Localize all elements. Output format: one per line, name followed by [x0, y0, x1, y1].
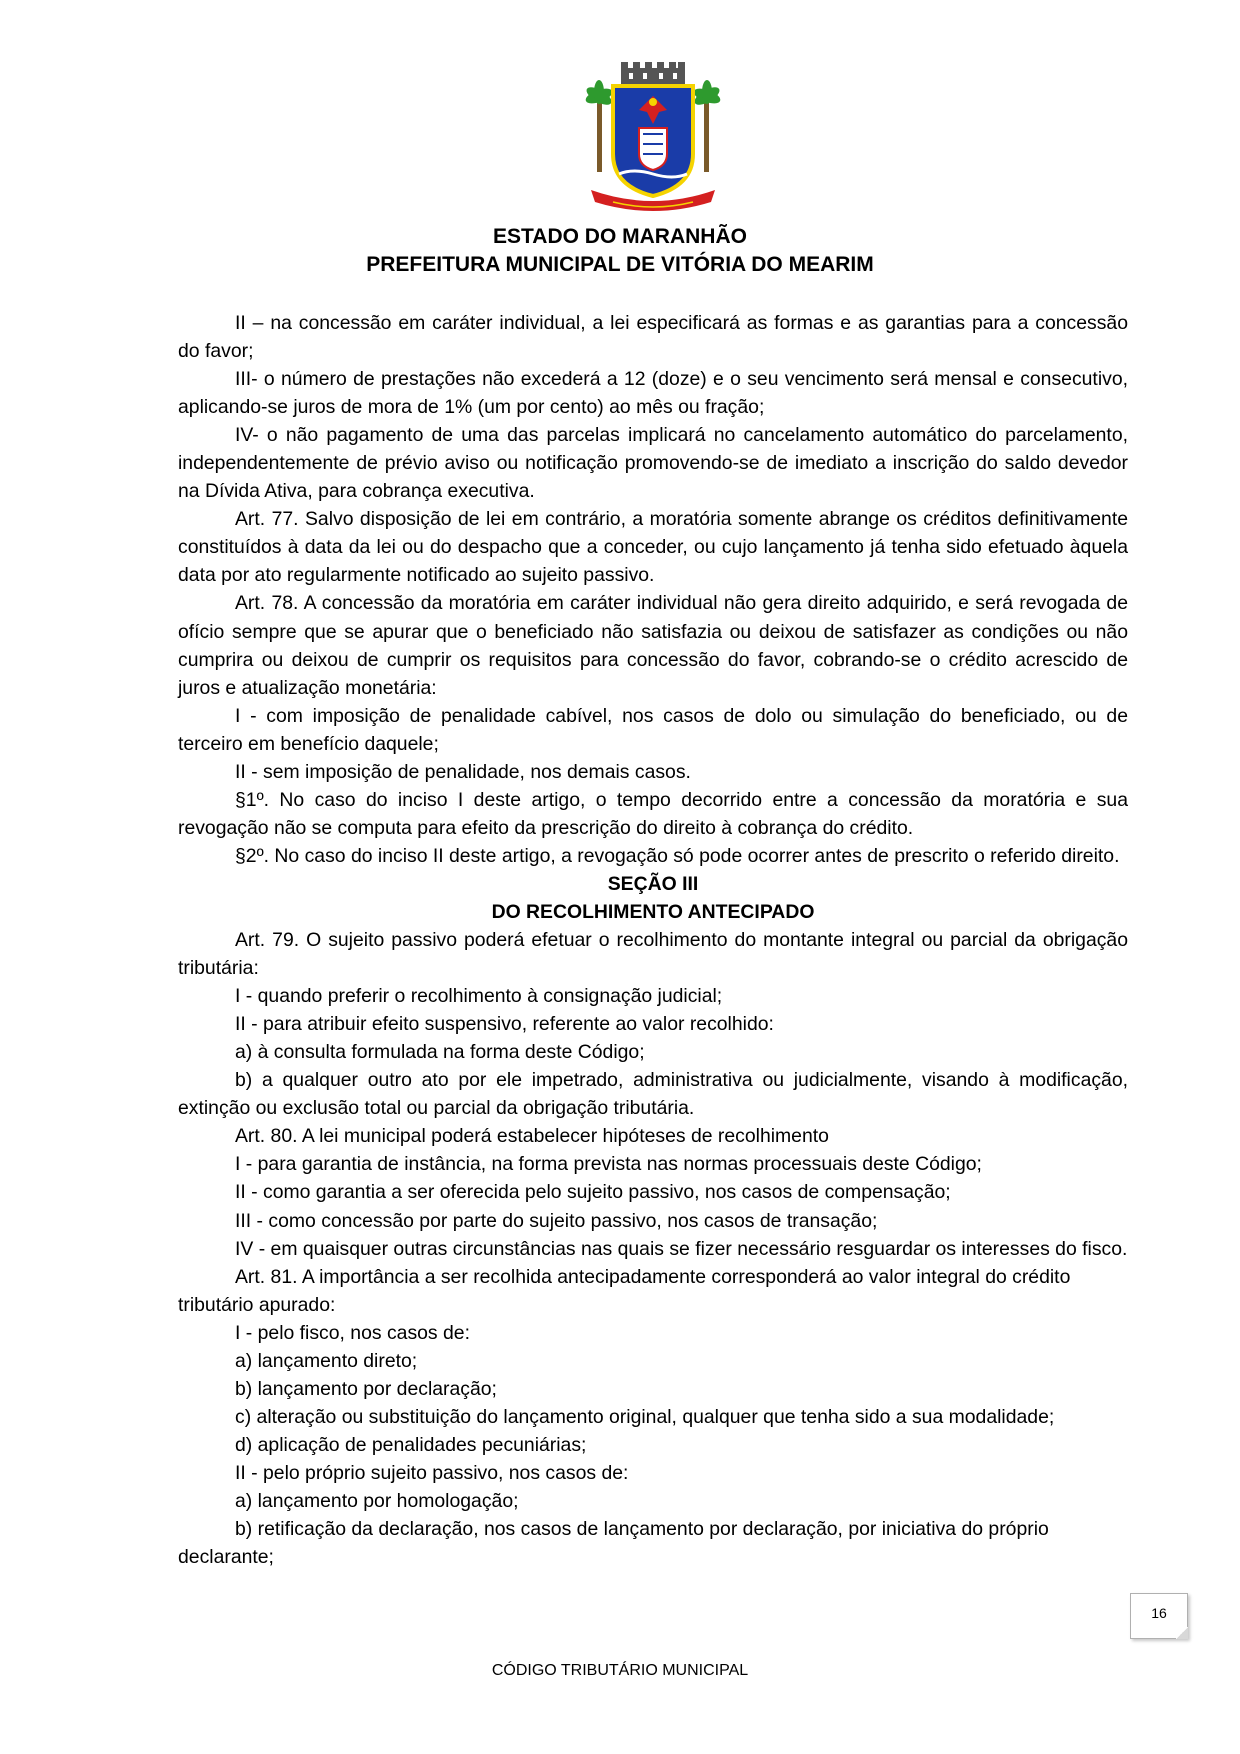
paragraph: Art. 79. O sujeito passivo poderá efetuar o recolhimento do montante integral ou parcial da obrigação tributária:: [178, 929, 1128, 980]
paragraph: IV- o não pagamento de uma das parcelas implicará no cancelamento automático do parcelamento, independentemente de prévio aviso ou notificação promovendo-se de imediato a inscrição do saldo devedor na Dívida Ativa, para cobrança executiva.: [178, 424, 1128, 503]
page-number: 16: [1151, 1605, 1167, 1621]
footer-title: CÓDIGO TRIBUTÁRIO MUNICIPAL: [491, 1662, 749, 1679]
paragraph: b) retificação da declaração, nos casos de lançamento por declaração, por iniciativa do próprio declarante;: [178, 1518, 1049, 1569]
paragraph: II - para atribuir efeito suspensivo, referente ao valor recolhido:: [235, 1013, 774, 1036]
paragraph: I - pelo fisco, nos casos de:: [235, 1321, 470, 1344]
paragraph: Art. 80. A lei municipal poderá estabelecer hipóteses de recolhimento: [235, 1125, 829, 1148]
paragraph: Art. 77. Salvo disposição de lei em contrário, a moratória somente abrange os créditos definitivamente constituídos à data da lei ou do despacho que a conceder, ou cujo lançamento já tenha sido efetuado àquela data por ato regularmente notificado ao sujeito passivo.: [178, 508, 1128, 587]
paragraph: c) alteração ou substituição do lançamento original, qualquer que tenha sido a sua modalidade;: [235, 1405, 1055, 1428]
paragraph: a) à consulta formulada na forma deste Código;: [235, 1041, 645, 1064]
paragraph: Art. 81. A importância a ser recolhida antecipadamente corresponderá ao valor integral do crédito tributário apurado:: [178, 1265, 1071, 1316]
paragraph: II - pelo próprio sujeito passivo, nos casos de:: [235, 1461, 629, 1484]
paragraph: I - com imposição de penalidade cabível, nos casos de dolo ou simulação do beneficiado, ou de terceiro em benefício daquele;: [178, 704, 1128, 755]
paragraph: I - para garantia de instância, na forma prevista nas normas processuais deste Código;: [235, 1153, 982, 1176]
document-body: [178, 309, 1128, 1571]
paragraph: II - como garantia a ser oferecida pelo sujeito passivo, nos casos de compensação;: [235, 1181, 951, 1204]
paragraph: b) lançamento por declaração;: [235, 1377, 497, 1400]
section-title: SEÇÃO III: [607, 872, 699, 895]
paragraph: §2º. No caso do inciso II deste artigo, a revogação só pode ocorrer antes de prescrito o referido direito.: [235, 844, 1120, 867]
paragraph: II - sem imposição de penalidade, nos demais casos.: [235, 760, 691, 783]
paragraph: III- o número de prestações não excederá a 12 (doze) e o seu vencimento será mensal e consecutivo, aplicando-se juros de mora de 1% (um por cento) ao mês ou fração;: [178, 368, 1128, 419]
paragraph: b) a qualquer outro ato por ele impetrado, administrativa ou judicialmente, visando à modificação, extinção ou exclusão total ou parcial da obrigação tributária.: [178, 1069, 1128, 1120]
section-subtitle: DO RECOLHIMENTO ANTECIPADO: [491, 900, 815, 923]
paragraph: a) lançamento direto;: [235, 1349, 418, 1372]
page-fold-icon: [1176, 1627, 1188, 1639]
paragraph: IV - em quaisquer outras circunstâncias nas quais se fizer necessário resguardar os interesses do fisco.: [235, 1237, 1128, 1260]
paragraph: II – na concessão em caráter individual, a lei especificará as formas e as garantias para a concessão do favor;: [178, 312, 1128, 363]
page-number-box: [1130, 1593, 1188, 1639]
paragraph: Art. 78. A concessão da moratória em caráter individual não gera direito adquirido, e será revogada de ofício sempre que se apurar que o beneficiado não satisfazia ou deixou de satisfazer as condições ou não cumprira ou deixou de cumprir os requisitos para concessão do favor, cobrando-se o crédito acrescido de juros e atualização monetária:: [178, 592, 1128, 699]
municipal-coat-of-arms-icon: [583, 62, 723, 212]
paragraph: a) lançamento por homologação;: [235, 1489, 519, 1512]
paragraph: §1º. No caso do inciso I deste artigo, o tempo decorrido entre a concessão da moratória e sua revogação não se computa para efeito da prescrição do direito à cobrança do crédito.: [178, 788, 1128, 839]
header-municipality: PREFEITURA MUNICIPAL DE VITÓRIA DO MEARIM: [366, 253, 874, 276]
paragraph: III - como concessão por parte do sujeito passivo, nos casos de transação;: [235, 1209, 878, 1232]
header-state: ESTADO DO MARANHÃO: [493, 225, 747, 248]
paragraph: I - quando preferir o recolhimento à consignação judicial;: [235, 985, 723, 1008]
paragraph: d) aplicação de penalidades pecuniárias;: [235, 1433, 587, 1456]
